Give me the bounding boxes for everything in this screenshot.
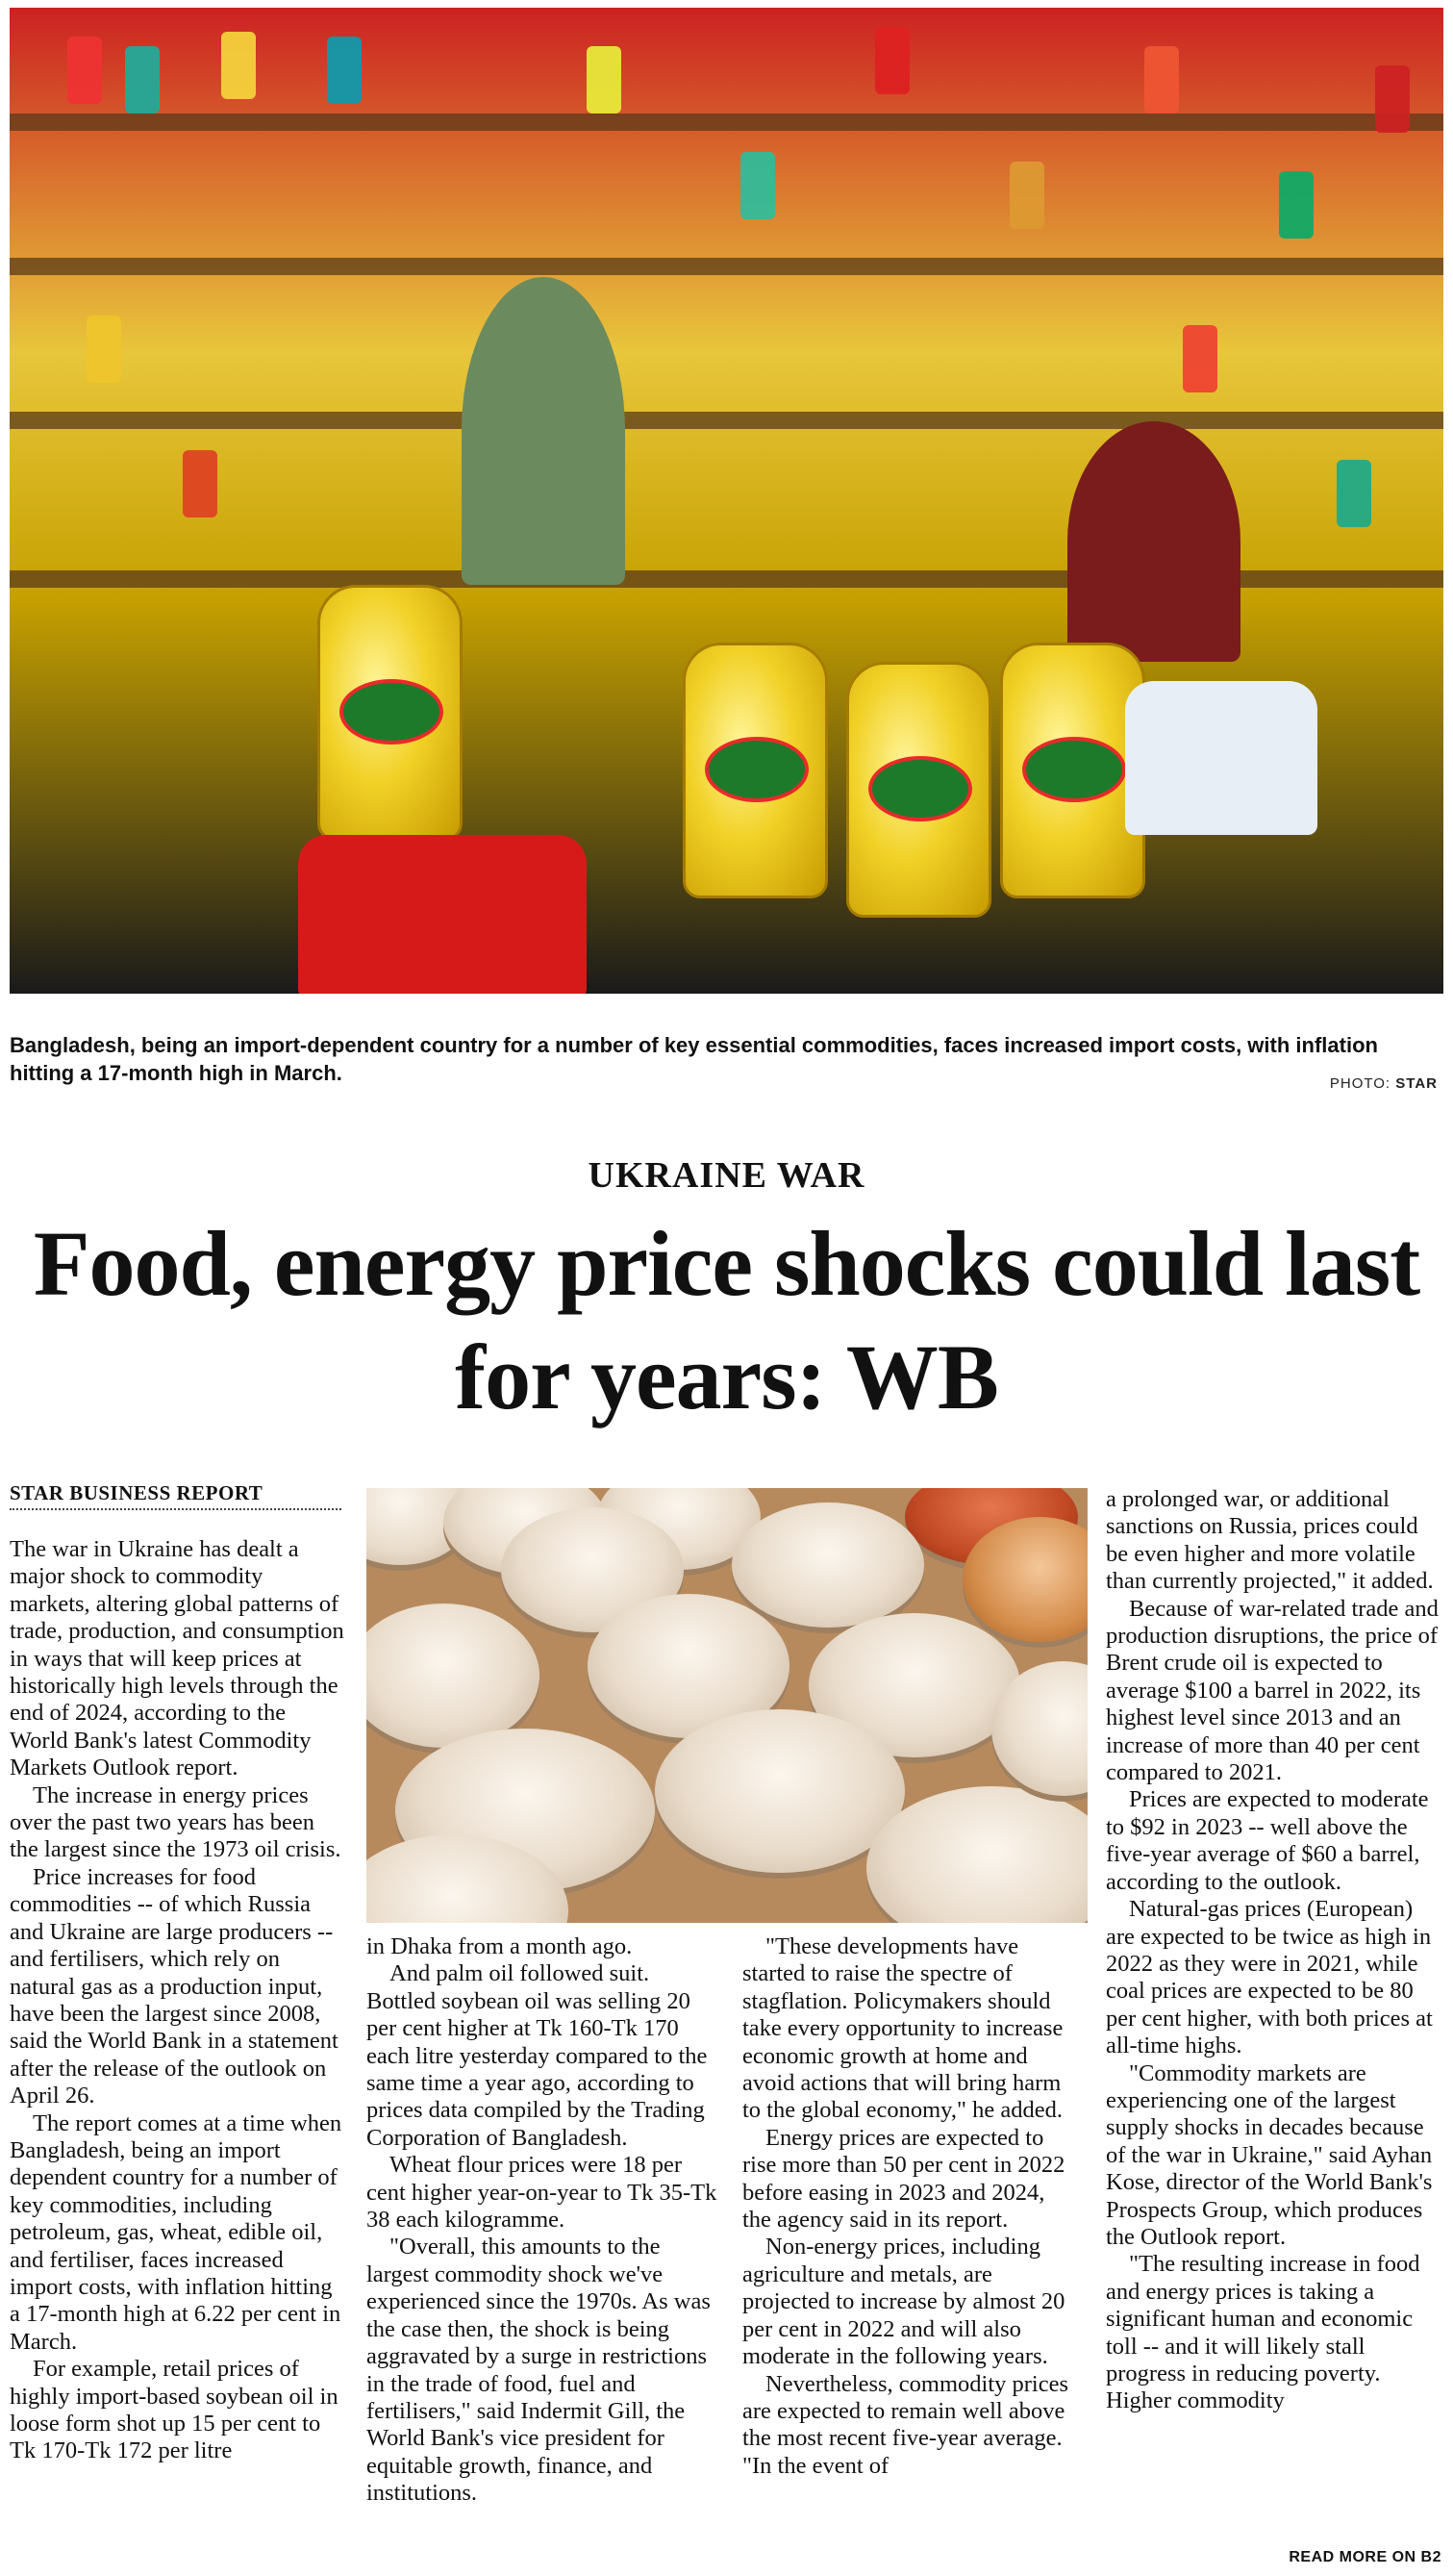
paragraph: The report comes at a time when Bangladesh, being an import dependent country for a number of key commodities, including petroleum, gas, wheat, edible oil, and fertiliser, faces increased import costs, with inflation hitting a 17-month high at 6.22 per cent in March. [10,2109,342,2355]
product [183,450,217,518]
sack [732,1503,924,1628]
grocery-shop-photo [10,8,1443,994]
paragraph: Nevertheless, commodity prices are expected to remain well above the most recent five-year average. "In the event of [742,2370,1069,2479]
paragraph: "These developments have started to raise the spectre of stagflation. Policymakers should take every opportunity to increase economic growth at home and avoid actions that will bring harm to the global economy," he added. [742,1933,1064,2124]
product [875,27,910,94]
paragraph: "Overall, this amounts to the largest commodity shock we've experienced since the 1970s. As was the case then, the shock is being aggravated by a surge in restrictions in the trade of food, fuel and fertilisers," said Indermit Gill, the World Bank's vice president for equitable growth, finance, and institutions. [366,2234,711,2507]
paragraph: in Dhaka from a month ago. [366,1933,633,1959]
paragraph: "Commodity markets are experiencing one of the largest supply shocks in decades because of the war in Ukraine," said Ayhan Kose, director of the World Bank's Prospects Group, which produces the Outlook report. [1106,2059,1433,2250]
paragraph: Non-energy prices, including agriculture and metals, are projected to increase by almost 20 per cent in 2022 and will also moderate in the following years. [742,2234,1065,2370]
product [1183,325,1217,392]
article-column-2 [366,1933,722,2508]
byline-rule [10,1508,341,1510]
oil-bottle [683,643,828,898]
photo-caption: Bangladesh, being an import-dependent country for a number of key essential commodities, faces increased import costs, with inflation hitting a 17-month high in March. [10,1033,1378,1085]
byline: STAR BUSINESS REPORT [10,1481,263,1504]
paragraph: "The resulting increase in food and energy prices is taking a significant human and economic toll -- and it will likely stall progress in reducing poverty. Higher commodity [1106,2251,1420,2414]
product [125,46,160,114]
paragraph: Prices are expected to moderate to $92 in 2023 -- well above the five-year average of $60 a barrel, according to the outlook. [1106,1786,1429,1895]
product [1010,162,1044,229]
product [1144,46,1179,114]
paragraph: a prolonged war, or additional sanctions on Russia, prices could be even higher and more volatile than currently projected," it added. [1106,1486,1434,1595]
shopkeeper-standing [462,277,625,585]
red-jug [298,835,587,994]
read-more-link[interactable]: READ MORE ON B2 [1289,2549,1441,2565]
shopkeeper-seated [1067,421,1240,662]
product [587,46,621,114]
product [221,32,256,99]
product [87,316,121,383]
paragraph: The increase in energy prices over the past two years has been the largest since the 1973 oil crisis. [10,1781,341,1863]
oil-bottle [846,662,991,918]
paragraph: And palm oil followed suit. Bottled soybean oil was selling 20 per cent higher at Tk 160-Tk 170 each litre yesterday compared to the same time a year ago, according to prices data compiled by the Trading Corporation of Bangladesh. [366,1960,708,2151]
sack [366,1604,539,1748]
paragraph: For example, retail prices of highly import-based soybean oil in loose form shot up 15 per cent to Tk 170-Tk 172 per litre [10,2356,338,2464]
kicker: UKRAINE WAR [588,1155,865,1196]
product [1337,460,1371,527]
product [1375,65,1410,133]
shelf [10,114,1443,131]
article-column-4 [1106,1486,1442,2415]
shelf [10,412,1443,429]
product [327,37,362,104]
headline: Food, energy price shocks could last for years: WB [33,1212,1420,1428]
rice-sacks-photo [366,1488,1088,1923]
oil-bottle [1000,643,1145,898]
credit-source: STAR [1395,1075,1438,1092]
paragraph: Wheat flour prices were 18 per cent higher year-on-year to Tk 35-Tk 38 each kilogramme. [366,2152,717,2234]
paragraph: Natural-gas prices (European) are expected to be twice as high in 2022 as they were in 2021, while coal prices are expected to be 80 per cent higher, with both prices at all-time highs. [1106,1896,1433,2059]
sack [655,1709,905,1873]
paragraph: Price increases for food commodities -- of which Russia and Ukraine are large producers -- and fertilisers, which rely on natural gas as a production input, have been the largest since 2008, said the World Bank in a statement after the release of the outlook on April 26. [10,1863,338,2109]
paragraph: Energy prices are expected to rise more than 50 per cent in 2022 before easing in 2023 and 2024, the agency said in its report. [742,2124,1065,2234]
article-column-3 [742,1933,1069,2480]
paragraph: The war in Ukraine has dealt a major shock to commodity markets, altering global patterns of trade, production, and consumption in ways that will keep prices at historically high levels through the end of 2024, according to the World Bank's latest Commodity Markets Outlook report. [10,1536,344,1781]
product [740,152,775,219]
white-jug [1125,681,1317,835]
product [1279,171,1314,239]
photo-credit [1330,1075,1438,1092]
credit-prefix: PHOTO: [1329,1075,1391,1092]
article-column-1 [10,1536,346,2465]
oil-bottle [317,585,463,841]
paragraph: Because of war-related trade and production disruptions, the price of Brent crude oil is expected to average $100 a barrel in 2022, its highest level since 2013 and an increase of more than 40 per cent compared to 2021. [1106,1595,1439,1786]
product [67,37,102,104]
shelf [10,258,1443,275]
